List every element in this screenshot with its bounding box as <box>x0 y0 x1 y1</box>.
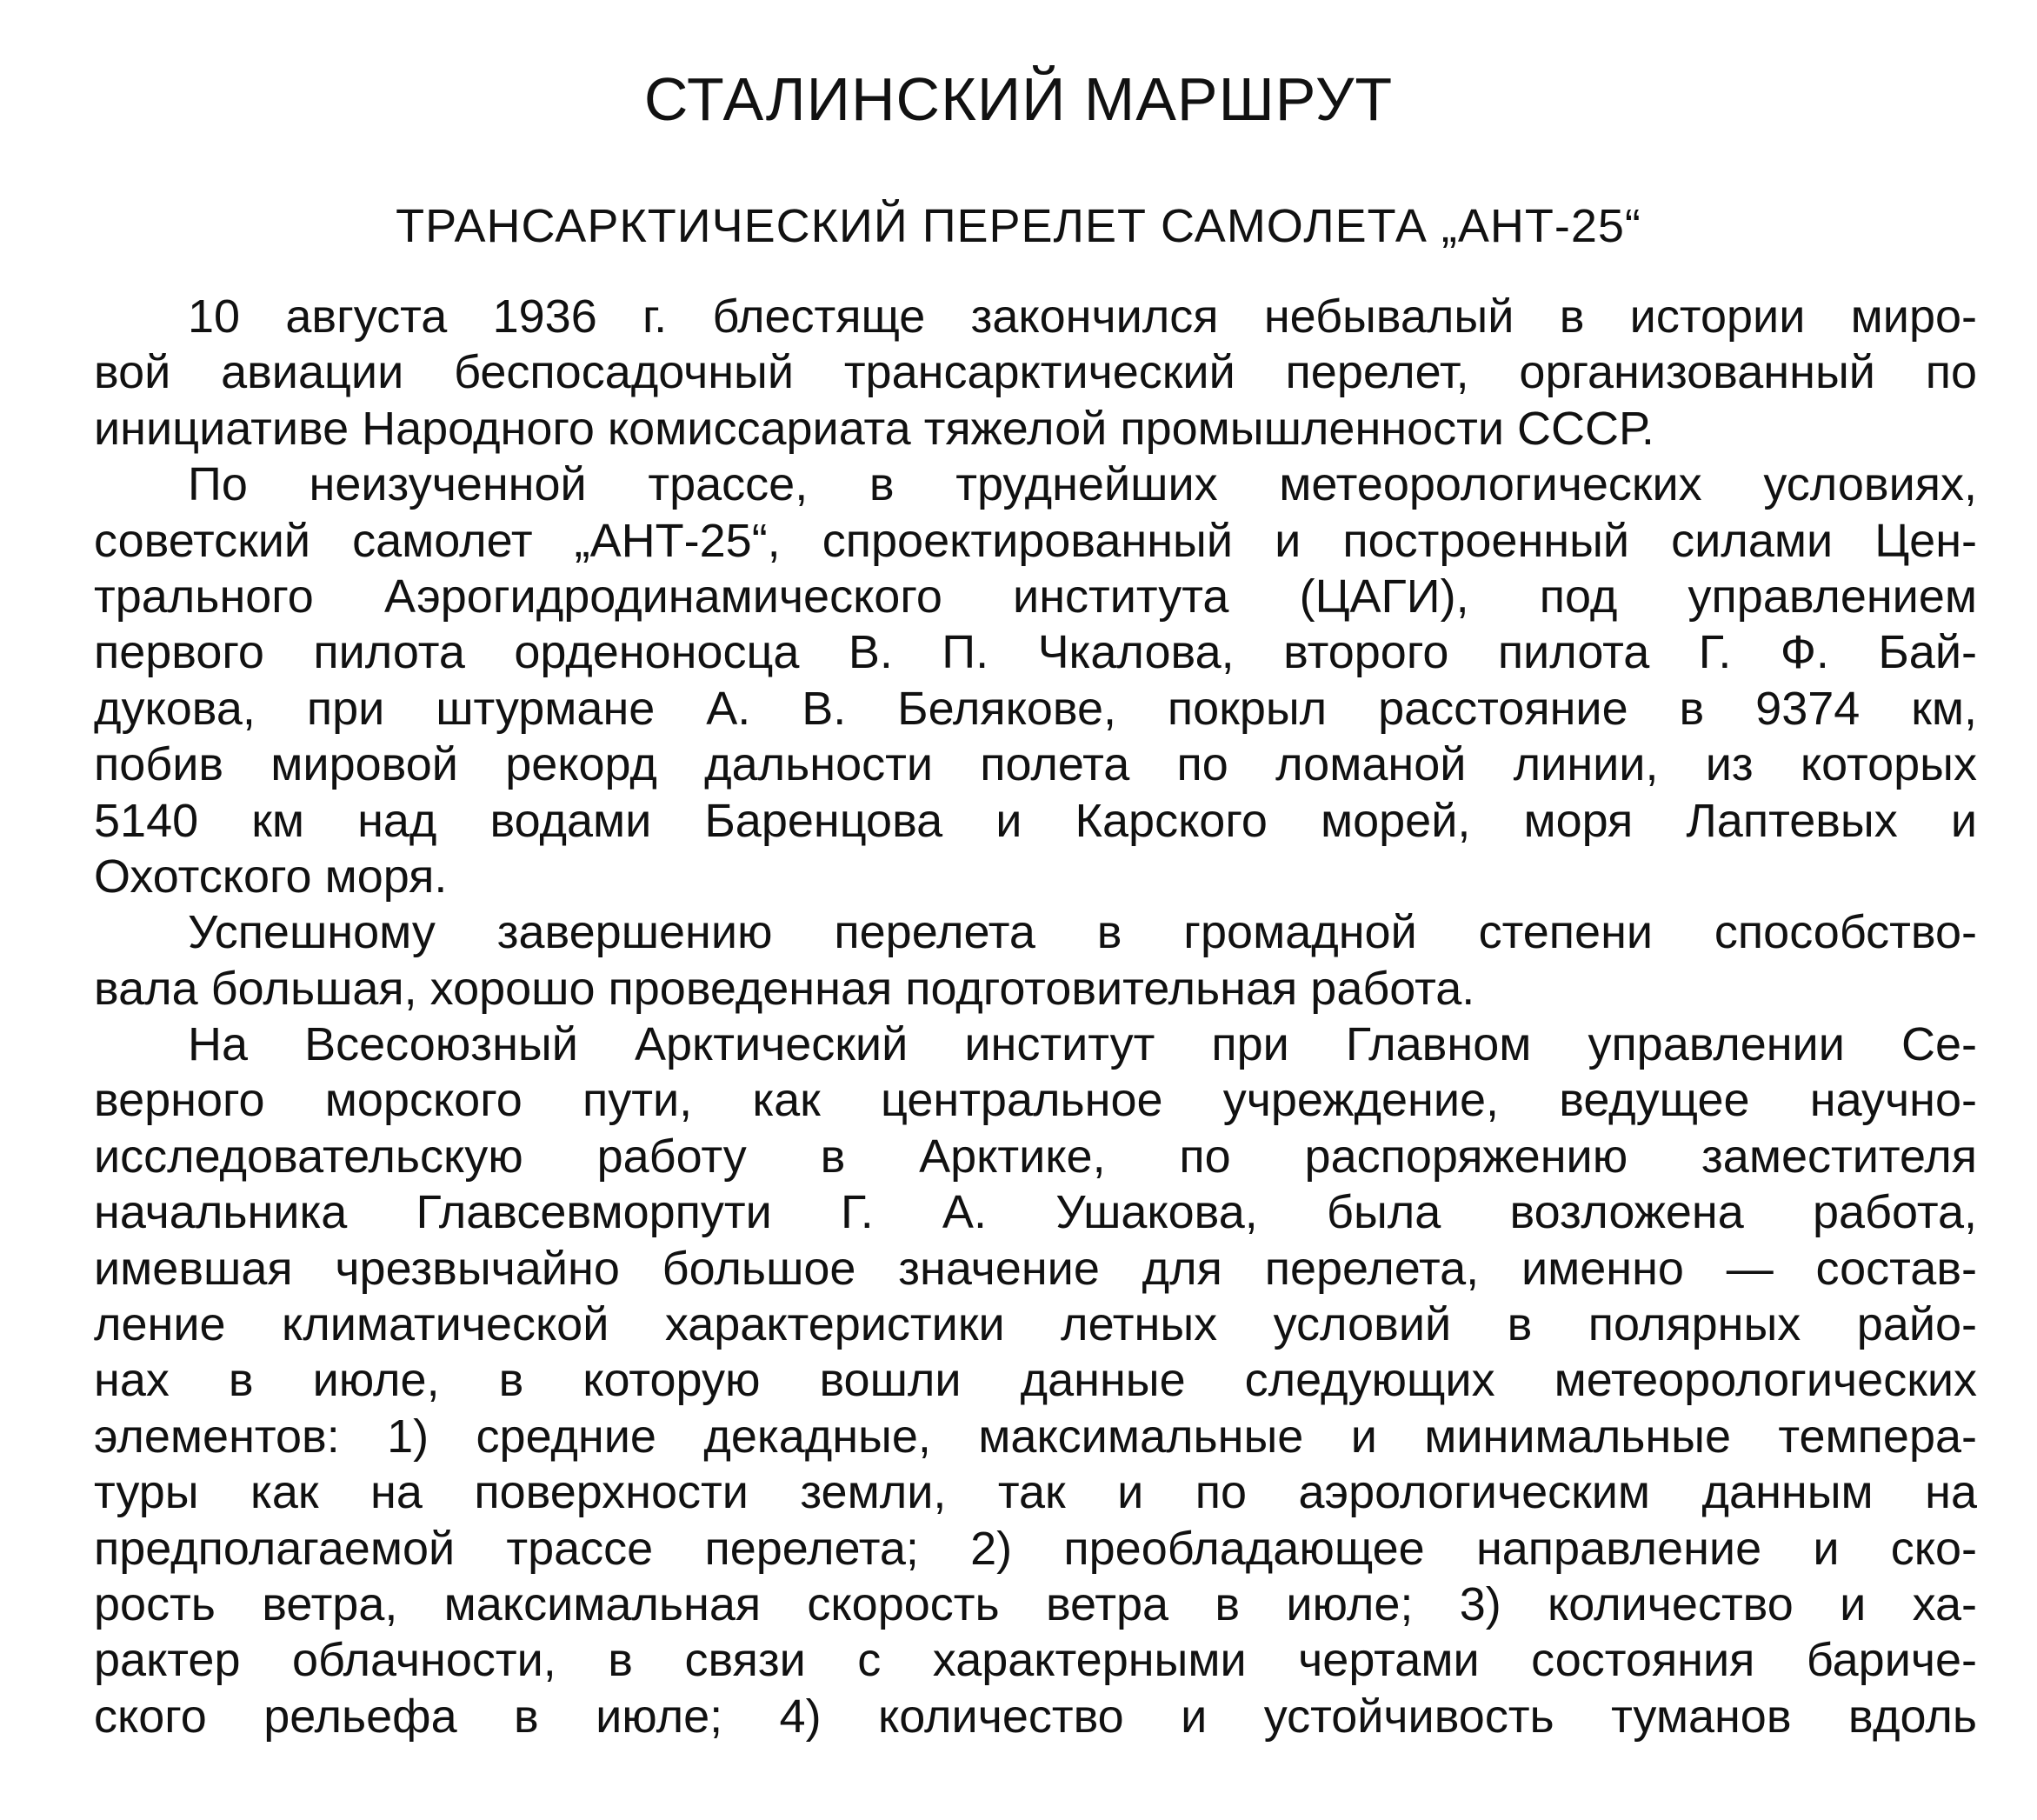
text-line: первого пилота орденоносца В. П. Чкалова, второго пилота Г. Ф. Бай- <box>94 626 1977 679</box>
paragraph-1 <box>94 289 1977 457</box>
text-line: На Всесоюзный Арктический институт при Главном управлении Се- <box>188 1018 1977 1071</box>
text-line: исследовательскую работу в Арктике, по распоряжению заместителя <box>94 1130 1977 1183</box>
text-line: инициативе Народного комиссариата тяжелой промышленности СССР. <box>94 402 1654 455</box>
paragraph-2 <box>94 457 1977 904</box>
text-line: трального Аэрогидродинамического института (ЦАГИ), под управлением <box>94 570 1977 623</box>
text-line: начальника Главсевморпути Г. А. Ушакова, была возложена работа, <box>94 1186 1977 1239</box>
text-line: нах в июле, в которую вошли данные следующих метеорологических <box>94 1354 1977 1407</box>
text-line: 10 августа 1936 г. блестяще закончился небывалый в истории миро- <box>188 290 1977 343</box>
document-title: СТАЛИНСКИЙ МАРШРУТ <box>643 65 1394 133</box>
text-line: ского рельефа в июле; 4) количество и устойчивость туманов вдоль <box>94 1690 1977 1743</box>
text-line: Охотского моря. <box>94 850 448 903</box>
text-line: Успешному завершению перелета в громадной степени способство- <box>188 906 1977 959</box>
text-line: туры как на поверхности земли, так и по аэрологическим данным на <box>94 1466 1977 1519</box>
text-line: рость ветра, максимальная скорость ветра в июле; 3) количество и ха- <box>94 1577 1977 1630</box>
paragraph-4 <box>94 1017 1977 1744</box>
paragraph-3 <box>94 904 1977 1017</box>
text-line: вой авиации беспосадочный трансарктический перелет, организованный по <box>94 346 1977 399</box>
text-line: советский самолет „АНТ-25“, спроектированный и построенный силами Цен- <box>94 514 1977 567</box>
text-line: верного морского пути, как центральное учреждение, ведущее научно- <box>94 1074 1977 1127</box>
text-line: 5140 км над водами Баренцова и Карского морей, моря Лаптевых и <box>94 794 1977 847</box>
text-line: дукова, при штурмане А. В. Белякове, покрыл расстояние в 9374 км, <box>94 682 1977 735</box>
text-line: вала большая, хорошо проведенная подготовительная работа. <box>94 962 1475 1015</box>
document-subtitle: ТРАНСАРКТИЧЕСКИЙ ПЕРЕЛЕТ САМОЛЕТА „АНТ-25“ <box>396 200 1641 252</box>
text-line: предполагаемой трассе перелета; 2) преобладающее направление и ско- <box>94 1522 1977 1575</box>
text-line: рактер облачности, в связи с характерными чертами состояния бариче- <box>94 1634 1977 1687</box>
text-line: элементов: 1) средние декадные, максимальные и минимальные темпера- <box>94 1410 1977 1463</box>
text-line: побив мировой рекорд дальности полета по ломаной линии, из которых <box>94 738 1977 791</box>
text-line: имевшая чрезвычайно большое значение для перелета, именно — состав- <box>94 1242 1977 1295</box>
text-line: По неизученной трассе, в труднейших метеорологических условиях, <box>188 458 1977 511</box>
body-text <box>94 289 1977 1744</box>
text-line: ление климатической характеристики летных условий в полярных райо- <box>94 1298 1977 1351</box>
